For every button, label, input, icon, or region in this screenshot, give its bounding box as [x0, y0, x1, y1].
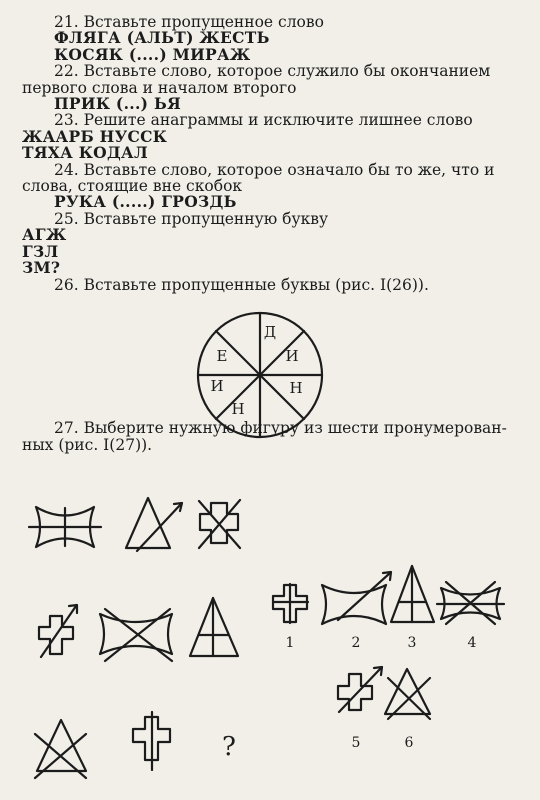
wheel-letter-1: Д: [263, 323, 277, 341]
matrix-cell-triangle-x: [35, 720, 86, 778]
q22-prompt-2: первого слова и началом второго: [22, 78, 297, 97]
q22-line-1: ПРИК (...) ЬЯ: [54, 94, 182, 114]
wheel-letter-2: И: [285, 347, 299, 365]
q21-line-2: КОСЯК (....) МИРАЖ: [54, 44, 251, 64]
option-3-figure: [391, 566, 434, 622]
option-5-figure: [338, 667, 382, 712]
q25-prompt: 25. Вставьте пропущенную букву: [54, 209, 329, 228]
q22-prompt-1: 22. Вставьте слово, которое служило бы окончанием: [54, 62, 491, 81]
q25-line-3: ЗМ?: [22, 258, 61, 278]
matrix-cell-cross-line: [133, 712, 170, 770]
wheel-letter-3: Н: [289, 379, 303, 397]
option-number-6: 6: [404, 735, 414, 751]
wheel-letter-4: Н: [231, 400, 245, 418]
matrix-cell-cross-arrow: [39, 605, 77, 657]
matrix-cell-triangle-cross: [190, 598, 238, 656]
wheel-letter-5: И: [210, 377, 224, 395]
q21-prompt: 21. Вставьте пропущенное слово: [54, 13, 324, 31]
option-1-figure: [273, 584, 308, 623]
option-number-5: 5: [351, 735, 361, 751]
option-2-figure: [322, 572, 391, 624]
q23-line-1: ЖААРБ НУССК: [22, 126, 168, 146]
option-number-4: 4: [467, 635, 477, 651]
q25-line-1: АГЖ: [22, 225, 67, 245]
q23-prompt: 23. Решите анаграммы и исключите лишнее слово: [54, 111, 473, 130]
q24-prompt-2: слова, стоящие вне скобок: [22, 177, 243, 196]
matrix-cell-cross-x: [199, 500, 240, 548]
wheel-letter-6: Е: [216, 347, 228, 365]
option-number-1: 1: [285, 635, 295, 651]
q24-prompt-1: 24. Вставьте слово, которое означало бы то же, что и: [54, 160, 495, 179]
question-mark: ?: [222, 732, 236, 762]
q27-prompt-1: 27. Выберите нужную фигуру из шести пронумерован-: [54, 419, 507, 437]
matrix-cell-bowtie-cross: [29, 507, 101, 547]
option-4-figure: [437, 582, 504, 624]
q21-line-1: ФЛЯГА (АЛЬТ) ЖЕСТЬ: [54, 28, 270, 48]
q27-prompt-2: ных (рис. I(27)).: [22, 436, 153, 454]
option-number-2: 2: [351, 635, 361, 651]
matrix-cell-triangle-arrow: [126, 498, 182, 551]
q24-line-1: РУКА (.....) ГРОЗДЬ: [54, 192, 237, 212]
matrix-cell-bowtie-x: [100, 609, 172, 661]
option-number-3: 3: [407, 635, 417, 651]
q26-prompt: 26. Вставьте пропущенные буквы (рис. I(26)).: [54, 275, 429, 294]
option-6-figure: [385, 669, 430, 719]
q23-line-2: ТЯХА КОДАЛ: [22, 143, 148, 163]
q25-line-2: ГЗЛ: [22, 241, 59, 261]
